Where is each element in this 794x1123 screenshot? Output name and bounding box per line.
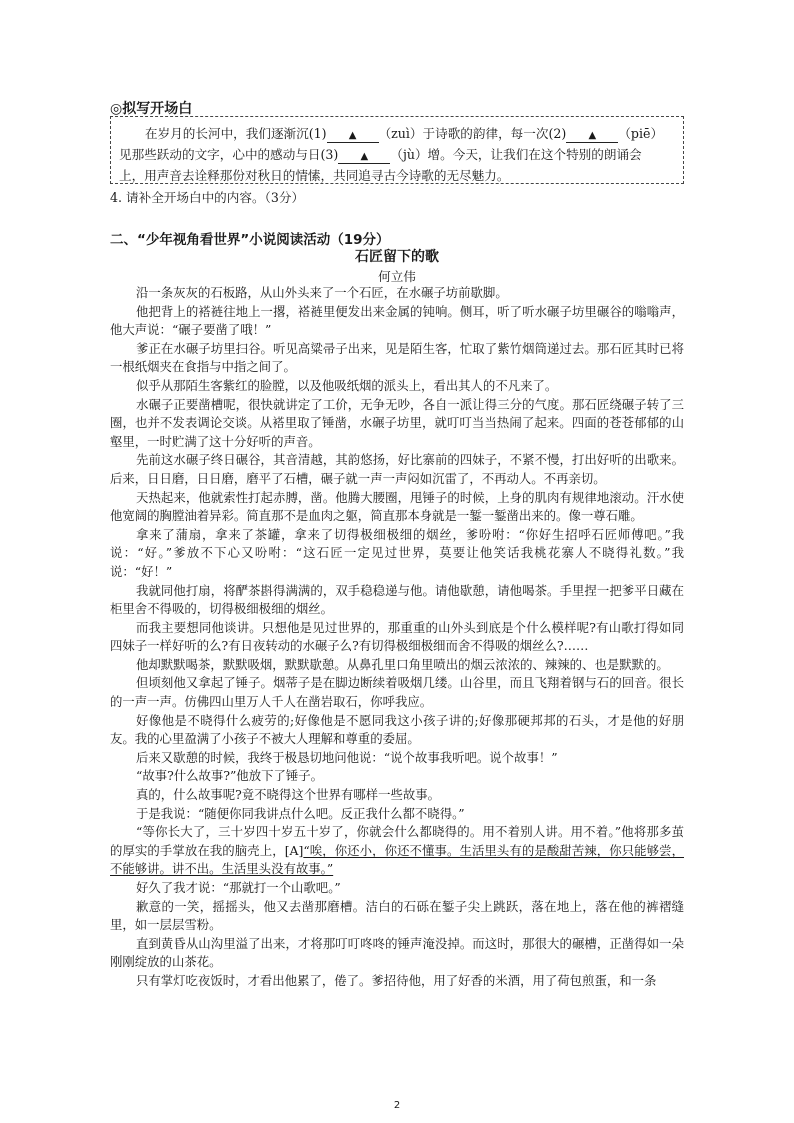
intro-box	[110, 116, 684, 184]
paragraph: 歉意的一笑，摇摇头，他又去凿那磨槽。洁白的石砾在錾子尖上跳跃，落在地上，落在他的裤褶缝里，如一层层雪粉。	[110, 898, 684, 933]
paragraph: 他把背上的褡裢往地上一撂，褡裢里便发出来金属的钝响。侧耳，听了听水碾子坊里碾谷的嗡嗡声，他大声说：“碾子要凿了哦！”	[110, 303, 684, 338]
paragraph-text: “等你长大了，三十岁四十岁五十岁了，你就会什么都晓得的。用不着别人讲。用不着。”他将那多茧的厚实的手掌放在我的脑壳上，[A]	[110, 824, 684, 858]
paragraph: 而我主要想同他谈讲。只想他是见过世界的，那重重的山外头到底是个什么模样呢?有山歌打得如同四妹子一样好听的么?有日夜转动的水碾子么?有切得极细极细而舍不得吸的烟丝么?……	[110, 619, 684, 654]
part2-title: 二、“少年视角看世界”小说阅读活动（19分）	[110, 232, 390, 248]
paragraph: 他却默默喝茶，默默吸烟，默默歇憩。从鼻孔里口角里喷出的烟云浓浓的、辣辣的、也是默默的。	[136, 656, 669, 672]
paragraph: 拿来了蒲扇，拿来了茶罐，拿来了切得极细极细的烟丝，爹吩咐：“你好生招呼石匠师傅吧。”我说：“好。”爹放不下心又吩咐：“这石匠一定见过世界，莫要让他笑话我桃花寨人不晓得礼数。”我说：“好！”	[110, 526, 684, 579]
paragraph: 先前这水碾子终日碾谷，其音清越，其韵悠扬，好比寨前的四妹子，不紧不慢，打出好听的出歌来。后来，日日磨，日日磨，磨平了石槽，碾子就一声一声闷如沉雷了，不再动人。不再亲切。	[110, 452, 684, 486]
intro-line-1	[119, 123, 675, 144]
paragraph: 好像他是不晓得什么疲劳的;好像他是不愿同我这小孩子讲的;好像那硬邦邦的石头，才是他的好朋友。我的心里盈满了小孩子不被大人理解和尊重的委屈。	[110, 712, 684, 747]
paragraph: 后来又歇憩的时候，我终于极恳切地问他说：“说个故事我听吧。说个故事！”	[136, 749, 558, 765]
paragraph: 爹正在水碾子坊里扫谷。听见高粱帚子出来，见是陌生客，忙取了紫竹烟筒递过去。那石匠其时已将一根纸烟夹在食指与中指之间了。	[110, 340, 684, 375]
paragraph: 真的，什么故事呢?竟不晓得这个世界有哪样一些故事。	[136, 787, 441, 803]
intro-text: 在岁月的长河中，我们逐渐沉(1)	[145, 126, 327, 141]
page-number: 2	[393, 1100, 401, 1111]
paragraph: 似乎从那陌生客紫红的脸膛，以及他吸纸烟的派头上，看出其人的不凡来了。	[136, 377, 558, 393]
paragraph: 沿一条灰灰的石板路，从山外头来了一个石匠，在水碾子坊前歇脚。	[136, 285, 508, 300]
intro-text: （zuì）于诗歌的韵律，每一次(2)	[378, 126, 567, 141]
intro-text: （jù）增。今天，让我们在这个特别的朗诵会	[390, 147, 642, 162]
blank-2[interactable]: ▲	[566, 130, 618, 143]
paragraph: 于是我说：“随便你同我讲点什么吧。反正我什么都不晓得。”	[136, 805, 465, 821]
section-title: ◎拟写开场白	[110, 101, 193, 117]
story-body	[110, 284, 684, 991]
intro-line-3: 上，用声音去诠释那份对秋日的情愫，共同追寻古今诗歌的无尽魅力。	[119, 168, 510, 183]
story-author: 何立伟	[378, 269, 416, 284]
story-title: 石匠留下的歌	[355, 249, 439, 265]
paragraph: 天热起来，他就索性打起赤膊，凿。他腾大腰圈，甩锤子的时候，上身的肌肉有规律地滚动。汗水使他宽阔的胸膛油着异彩。简直那不是血肉之躯，简直那本身就是一錾一錾凿出来的。像一尊石雕。	[110, 489, 684, 524]
intro-text: 见那些跃动的文字，心中的感动与日(3)	[119, 147, 339, 162]
blank-1[interactable]: ▲	[327, 130, 379, 143]
underlined-quote-a: “唉，你还小，你还不懂事。生活里头有的是酸甜苦辣，你只能够尝，不能够讲。讲不出。生活里头没有故事。”	[110, 842, 684, 877]
paragraph-with-quote	[110, 823, 684, 879]
paragraph: 水碾子正要凿槽呢，很快就讲定了工价，无争无吵，各自一派让得三分的气度。那石匠绕碾子转了三圈，也并不发表调论交谈。从褡里取了锤凿，水碾子坊里，就叮叮当当热闹了起来。四面的苍苍郁郁的山壑里，一时贮满了这十分好听的声音。	[110, 396, 684, 449]
question-4: 4. 请补全开场白中的内容。（3分）	[110, 190, 305, 205]
intro-text: （piē）	[618, 126, 664, 141]
paragraph: 但顷刻他又拿起了锤子。烟蒂子是在脚边断续着吸烟几缕。山谷里，而且飞翔着钢与石的回音。很长的一声一声。仿佛四山里万人千人在凿岩取石，你呼我应。	[110, 675, 684, 710]
intro-line-2	[119, 144, 675, 165]
paragraph: 只有掌灯吃夜饭时，才看出他累了，倦了。爹招待他，用了好香的米酒，用了荷包煎蛋，和一条	[136, 972, 657, 988]
paragraph: 直到黄昏从山沟里溢了出来，才将那叮叮咚咚的锤声淹没掉。而这时，那很大的碾槽，正凿得如一朵刚刚绽放的山茶花。	[110, 935, 684, 970]
paragraph: 我就同他打扇，将酽茶斟得满满的，双手稳稳递与他。请他歇憩，请他喝茶。手里捏一把爹平日藏在柜里舍不得吸的，切得极细极细的烟丝。	[110, 582, 684, 617]
paragraph: 好久了我才说：“那就打一个山歌吧。”	[136, 880, 341, 895]
blank-3[interactable]: ▲	[338, 151, 390, 164]
paragraph: “故事?什么故事?”他放下了锤子。	[136, 768, 324, 784]
